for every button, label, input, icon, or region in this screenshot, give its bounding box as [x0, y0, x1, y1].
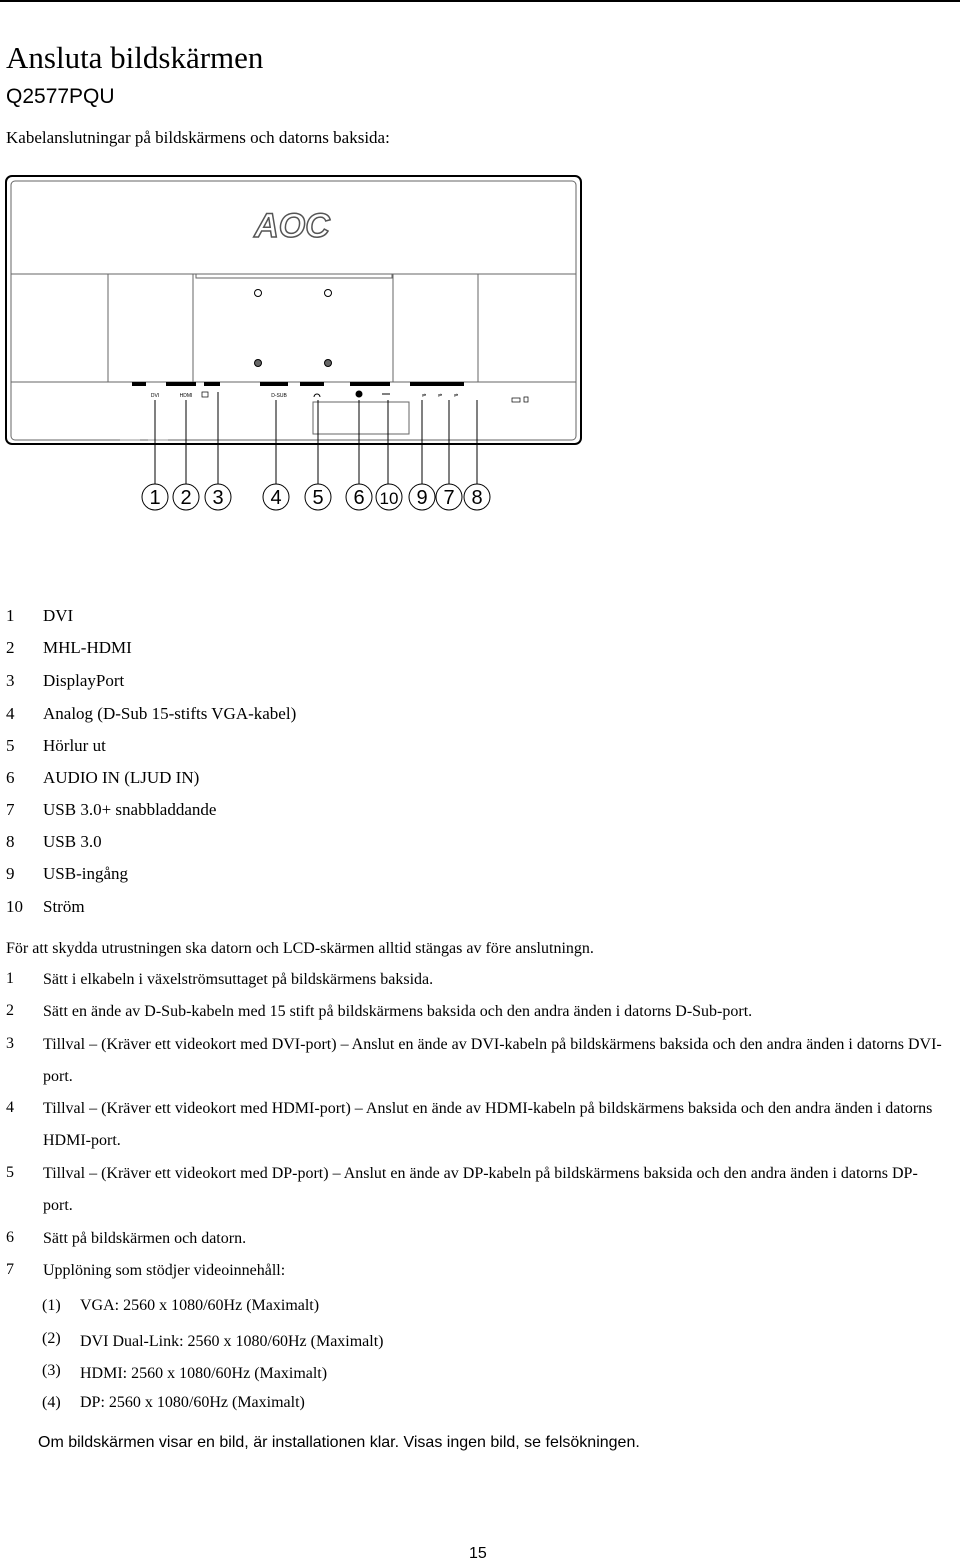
vesa-hole-icon	[255, 360, 262, 367]
callout-number: 4	[270, 487, 282, 509]
kensington-lock-icon	[524, 397, 528, 402]
vesa-hole-icon	[255, 290, 262, 297]
model-name: Q2577PQU	[6, 85, 115, 108]
callout-number: 1	[149, 487, 161, 509]
page-number: 15	[469, 1545, 487, 1562]
usb-icon: ⇌	[421, 393, 427, 399]
callout-lines	[155, 392, 477, 484]
usb-icon: ⇌	[453, 393, 459, 399]
final-note: Om bildskärmen visar en bild, är installationen klar. Visas ingen bild, se felsökningen.	[38, 1434, 640, 1451]
port-label: D-SUB	[271, 393, 287, 399]
warning-text: För att skydda utrustningen ska datorn och LCD-skärmen alltid stängas av före anslutningn.	[6, 940, 594, 957]
callout-number: 2	[180, 487, 192, 509]
callout-number: 10	[379, 489, 399, 508]
callout-number: 9	[416, 487, 428, 509]
vesa-hole-icon	[325, 290, 332, 297]
intro-text: Kabelanslutningar på bildskärmens och datorns baksida:	[6, 128, 390, 147]
lock-slot-icon	[512, 398, 520, 402]
port-label: DVI	[150, 393, 160, 399]
headphone-icon	[314, 394, 320, 397]
top-rule	[0, 0, 960, 2]
callout-number: 6	[353, 487, 365, 509]
port-label: HDMI	[179, 393, 193, 399]
vesa-hole-icon	[325, 360, 332, 367]
monitor-rear-diagram	[0, 170, 960, 530]
callout-number: 3	[212, 487, 224, 509]
callout-number: 5	[312, 487, 324, 509]
page-title: Ansluta bildskärmen	[6, 40, 264, 75]
brand-logo: AOC	[254, 207, 330, 245]
callout-number: 8	[471, 487, 483, 509]
usb-icon: ⇌	[437, 393, 443, 399]
audio-in-icon	[356, 391, 363, 398]
callout-number: 7	[443, 487, 455, 509]
